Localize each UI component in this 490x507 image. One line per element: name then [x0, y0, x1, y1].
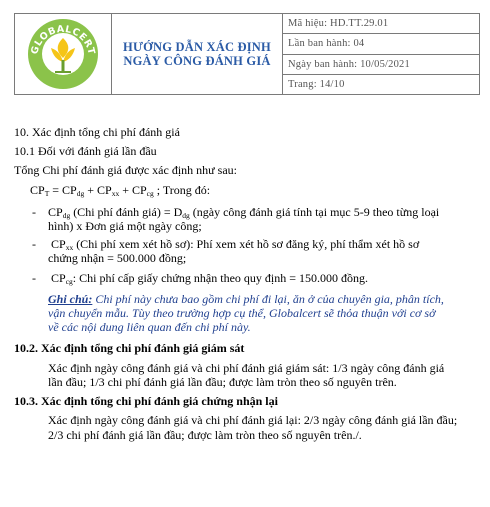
list-item-cp-dg: $CP_{dg}$ (Chi phí đánh giá) = $D_{dg}$ (ngày công đánh giá tính tại mục 5-9 theo từng loại — [48, 205, 440, 220]
note-label: Ghi chú: — [48, 292, 93, 306]
document-header — [14, 13, 480, 95]
logo-cell — [15, 14, 112, 95]
note-line-1: Ghi chú: Chi phí này chưa bao gồm chi phí đi lại, ăn ở của chuyên gia, phân tích, — [48, 292, 444, 306]
ngay-ban-hanh: Ngày ban hành: 10/05/2021 — [283, 54, 480, 74]
list-item-cp-xx: $CP_{xx}$ (Chi phí xem xét hồ sơ): Phí xem xét hồ sơ đăng ký, phí thẩm xét hồ sơ — [51, 237, 420, 252]
section-10-2-line1: Xác định ngày công đánh giá và chi phí đánh giá giám sát: 1/3 ngày công đánh giá — [48, 361, 445, 375]
section-10-3-heading: 10.3. Xác định tổng chi phí đánh giá chứng nhận lại — [14, 394, 278, 408]
list-item-dash: - — [32, 205, 36, 219]
list-item-dash: - — [32, 237, 36, 251]
section-10-intro: Tổng Chi phí đánh giá được xác định như sau: — [14, 163, 237, 177]
list-item-dash: - — [32, 271, 36, 285]
logo-text: GLOBALCERT — [29, 23, 97, 56]
list-item-cp-dg-line2: hình) x Đơn giá một ngày công; — [48, 219, 202, 233]
document-title — [112, 14, 283, 95]
section-10-3-line1: Xác định ngày công đánh giá và chi phí đánh giá lại: 2/3 ngày công đánh giá lần đầu; — [48, 413, 458, 427]
list-item-cp-xx-line2: chứng nhận = 500.000 đồng; — [48, 251, 187, 265]
note-line-2: vận chuyển mẫu. Tùy theo trường hợp cụ thể, Globalcert sẽ thỏa thuận với cơ sở — [48, 306, 436, 320]
title-line-1: HƯỚNG DẪN XÁC ĐỊNH — [123, 40, 271, 54]
section-10-1-heading: 10.1 Đối với đánh giá lần đầu — [14, 144, 157, 158]
section-10-2-line2: lần đầu; 1/3 chi phí đánh giá lần đầu; được làm tròn theo số nguyên trên. — [48, 375, 397, 389]
title-line-2: NGÀY CÔNG ĐÁNH GIÁ — [123, 54, 271, 68]
cost-formula: $CP_T = CP_{dg} + CP_{xx} + CP_{cg}$ ; Trong đó: — [30, 183, 211, 198]
section-10-3-line2: 2/3 chi phí đánh giá lần đầu; được làm tròn theo số nguyên trên./. — [48, 428, 362, 442]
ma-hieu: Mã hiệu: HD.TT.29.01 — [283, 14, 480, 34]
section-10-2-heading: 10.2. Xác định tổng chi phí đánh giá giám sát — [14, 341, 245, 355]
note-line-3: về các nội dung liên quan đến chi phí này. — [48, 320, 251, 334]
section-10-heading: 10. Xác định tổng chi phí đánh giá — [14, 125, 180, 139]
list-item-cp-cg: $CP_{cg}$: Chi phí cấp giấy chứng nhận theo quy định = 150.000 đồng. — [51, 271, 369, 286]
trang: Trang: 14/10 — [283, 74, 480, 94]
lan-ban-hanh: Lần ban hành: 04 — [283, 34, 480, 54]
globalcert-logo-icon — [27, 18, 99, 90]
